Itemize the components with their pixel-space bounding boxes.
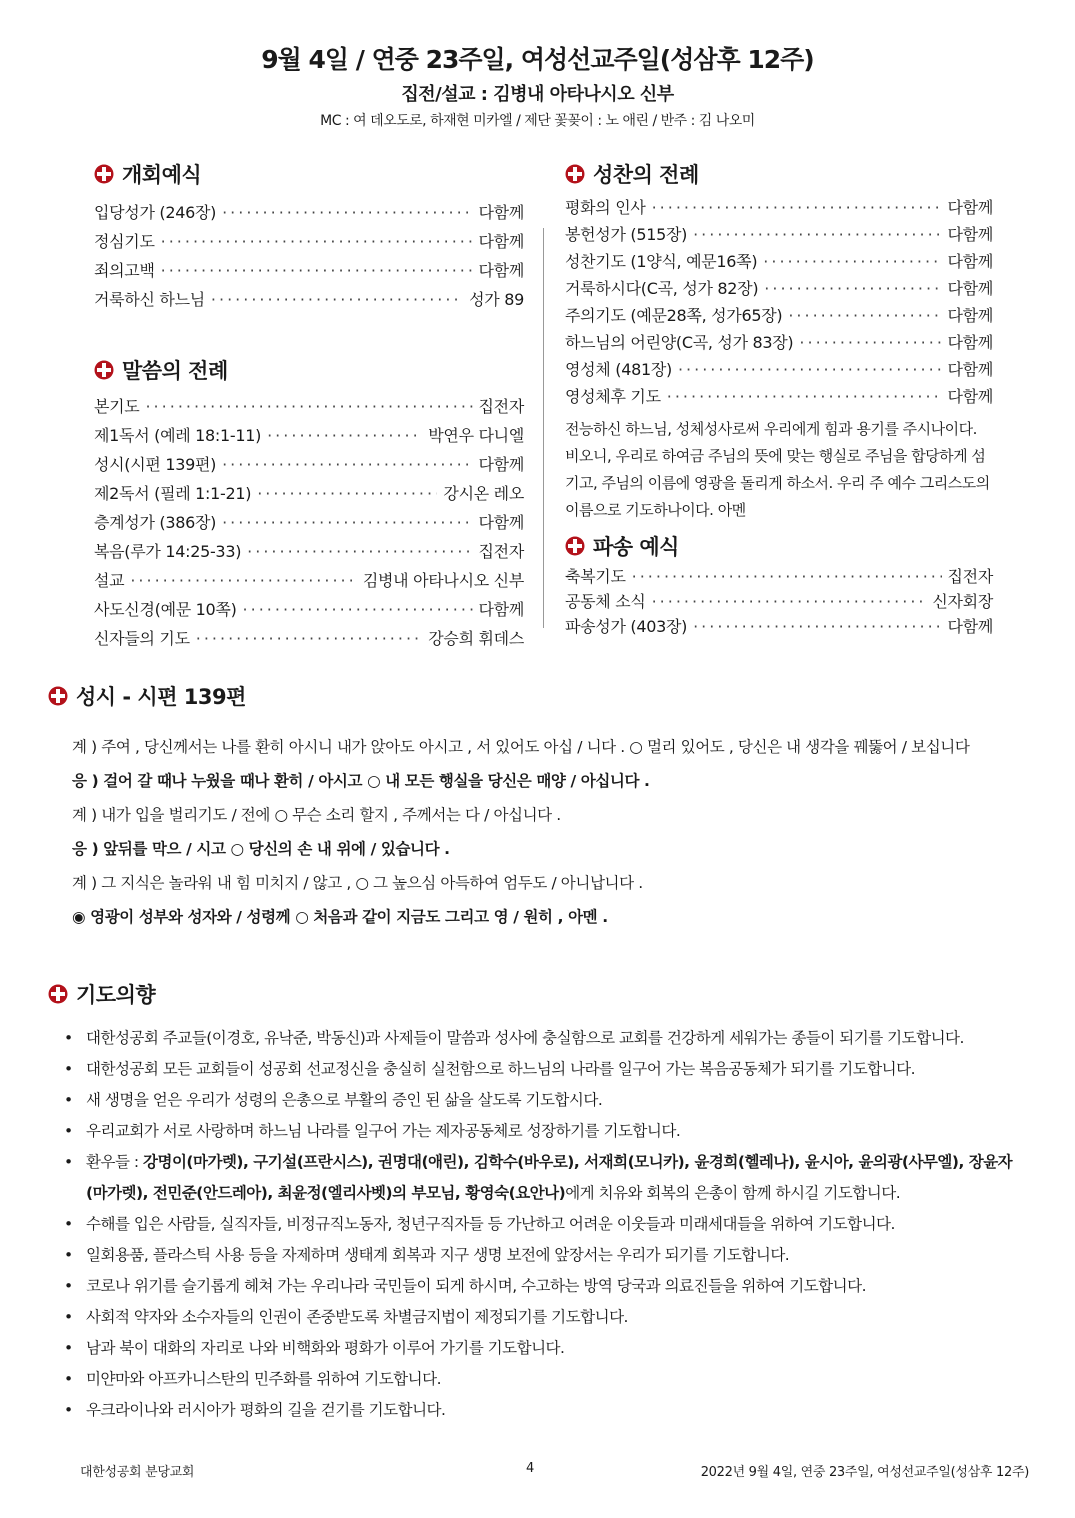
order-item: 본기도 ····· 집전자 xyxy=(94,392,524,421)
section-word-heading xyxy=(94,354,524,386)
list-item: • 코로나 위기를 슬기롭게 헤쳐 가는 우리나라 국민들이 되게 하시며, 수고하는 방역 당국과 의료진들을 위하여 기도합니다. xyxy=(62,1271,1022,1302)
order-item: 죄의고백 ····· 다함께 xyxy=(94,256,524,285)
page-header xyxy=(0,42,1075,132)
psalm-line: 계 ) 내가 입을 벌리기도 / 전에 ○ 무슨 소리 할지 , 주께서는 다 / 아십니다 . xyxy=(72,806,561,824)
order-item: 제1독서 (예레 18:1-11) ····· 박연우 다니엘 xyxy=(94,421,524,450)
cross-icon xyxy=(94,360,114,380)
sick-prefix: 환우들 : xyxy=(86,1153,143,1171)
section-psalm-heading xyxy=(48,680,246,712)
section-eucharist-heading xyxy=(565,158,993,190)
order-item: 입당성가 (246장) ····· 다함께 xyxy=(94,198,524,227)
psalm-text xyxy=(72,730,1032,934)
order-item: 신자들의 기도 ····· 강승희 휘데스 xyxy=(94,624,524,653)
order-item: 거룩하시다(C곡, 성가 82장) ····· 다함께 xyxy=(565,275,993,302)
right-column xyxy=(565,158,993,639)
order-item: 성시(시편 139편) ····· 다함께 xyxy=(94,450,524,479)
order-item: 평화의 인사 ····· 다함께 xyxy=(565,194,993,221)
section-title: 성찬의 전례 xyxy=(593,163,699,187)
cross-icon xyxy=(94,164,114,184)
order-item: 영성체 (481장) ····· 다함께 xyxy=(565,356,993,383)
section-dismissal-heading xyxy=(565,530,993,562)
dismissal-list xyxy=(565,564,993,639)
order-item: 거룩하신 하느님 ····· 성가 89 xyxy=(94,285,524,314)
list-item: • 대한성공회 주교들(이경호, 유낙준, 박동신)과 사제들이 말씀과 성사에 충실함으로 교회를 건강하게 세워가는 종들이 되기를 기도합니다. xyxy=(62,1023,1022,1054)
sick-names: 강명이(마가렛), 구기설(프란시스), 권명대(애린), 김학수(바우로), 서재희(모니카), 윤경희(헬레나), 윤시아, 윤의광(사무엘), 장윤자(마가렛), 전민준(안드레아), 최윤정(엘리사벳)의 부모님, 황영숙(요안나) xyxy=(86,1153,1013,1202)
opening-list xyxy=(94,198,524,314)
section-opening-heading xyxy=(94,158,524,190)
cross-icon xyxy=(48,686,68,706)
celebrant-line: 집전/설교 : 김병내 아타나시오 신부 xyxy=(401,84,674,105)
list-item: • 새 생명을 얻은 우리가 성령의 은총으로 부활의 증인 된 삶을 살도록 기도합시다. xyxy=(62,1085,1022,1116)
order-item: 제2독서 (필레 1:1-21) ····· 강시온 레오 xyxy=(94,479,524,508)
list-item: • 일회용품, 플라스틱 사용 등을 자제하며 생태계 회복과 지구 생명 보전에 앞장서는 우리가 되기를 기도합니다. xyxy=(62,1240,1022,1271)
section-title: 말씀의 전례 xyxy=(122,359,228,383)
order-item: 주의기도 (예문28쪽, 성가65장) ····· 다함께 xyxy=(565,302,993,329)
order-item: 하느님의 어린양(C곡, 성가 83장) ····· 다함께 xyxy=(565,329,993,356)
order-item: 봉헌성가 (515장) ····· 다함께 xyxy=(565,221,993,248)
section-intentions-heading xyxy=(48,978,155,1010)
section-title: 파송 예식 xyxy=(593,535,679,559)
list-item: • 대한성공회 모든 교회들이 성공회 선교정신을 충실히 실천함으로 하느님의 나라를 일구어 가는 복음공동체가 되기를 기도합니다. xyxy=(62,1054,1022,1085)
order-item: 층계성가 (386장) ····· 다함께 xyxy=(94,508,524,537)
order-item: 정심기도 ····· 다함께 xyxy=(94,227,524,256)
section-title: 성시 - 시편 139편 xyxy=(76,685,246,709)
word-list xyxy=(94,392,524,653)
intentions-list xyxy=(62,1023,1022,1426)
list-item: • 사회적 약자와 소수자들의 인권이 존중받도록 차별금지법이 제정되기를 기도합니다. xyxy=(62,1302,1022,1333)
order-item: 공동체 소식 ····· 신자회장 xyxy=(565,589,993,614)
sick-suffix: 에게 치유와 회복의 은총이 함께 하시길 기도합니다. xyxy=(565,1184,901,1202)
list-item: • 우리교회가 서로 사랑하며 하느님 나라를 일구어 가는 제자공동체로 성장하기를 기도합니다. xyxy=(62,1116,1022,1147)
post-communion-prayer: 전능하신 하느님, 성체성사로써 우리에게 힘과 용기를 주시나이다. 비오니, 우리로 하여금 주님의 뜻에 맞는 행실로 주님을 합당하게 섬기고, 주님의 이름에 영광을 돌리게 하소서. 우리 주 예수 그리스도의 이름으로 기도하나이다. 아멘 xyxy=(565,420,990,519)
list-item: • 남과 북이 대화의 자리로 나와 비핵화와 평화가 이루어 가기를 기도합니다. xyxy=(62,1333,1022,1364)
column-divider xyxy=(543,228,544,628)
order-item: 영성체후 기도 ····· 다함께 xyxy=(565,383,993,410)
psalm-line: 응 ) 걸어 갈 때나 누웠을 때나 환히 / 아시고 ○ 내 모든 행실을 당신은 매양 / 아십니다 . xyxy=(72,772,650,790)
eucharist-list xyxy=(565,194,993,410)
list-item: • 우크라이나와 러시아가 평화의 길을 걷기를 기도합니다. xyxy=(62,1395,1022,1426)
order-item: 축복기도 ····· 집전자 xyxy=(565,564,993,589)
cross-icon xyxy=(565,164,585,184)
sick-list-item xyxy=(62,1147,1022,1209)
cross-icon xyxy=(565,536,585,556)
psalm-line: 계 ) 주여 , 당신께서는 나를 환히 아시니 내가 앉아도 아시고 , 서 있어도 아십 / 니다 . ○ 멀리 있어도 , 당신은 내 생각을 꿰뚫어 / 보십니다 xyxy=(72,738,970,756)
section-title: 개회예식 xyxy=(122,163,202,187)
section-title: 기도의향 xyxy=(76,983,156,1007)
ministers-line: MC : 여 데오도로, 하재현 미카엘 / 제단 꽃꽂이 : 노 애린 / 반주 : 김 나오미 xyxy=(320,113,755,129)
cross-icon xyxy=(48,984,68,1004)
order-item: 파송성가 (403장) ····· 다함께 xyxy=(565,614,993,639)
order-item: 사도신경(예문 10쪽) ····· 다함께 xyxy=(94,595,524,624)
footer-church: 대한성공회 분당교회 xyxy=(80,1465,195,1480)
page-number: 4 xyxy=(526,1461,534,1476)
page-title: 9월 4일 / 연중 23주일, 여성선교주일(성삼후 12주) xyxy=(261,45,814,74)
order-item: 복음(루가 14:25-33) ····· 집전자 xyxy=(94,537,524,566)
list-item: • 수해를 입은 사람들, 실직자들, 비정규직노동자, 청년구직자들 등 가난하고 어려운 이웃들과 미래세대들을 위하여 기도합니다. xyxy=(62,1209,1022,1240)
order-item: 성찬기도 (1양식, 예문16쪽) ····· 다함께 xyxy=(565,248,993,275)
footer-date: 2022년 9월 4일, 연중 23주일, 여성선교주일(성삼후 12주) xyxy=(700,1465,1029,1480)
left-column xyxy=(94,158,524,653)
order-item: 설교 ····· 김병내 아타나시오 신부 xyxy=(94,566,524,595)
psalm-line: 응 ) 앞뒤를 막으 / 시고 ○ 당신의 손 내 위에 / 있습니다 . xyxy=(72,840,450,858)
list-item: • 미얀마와 아프카니스탄의 민주화를 위하여 기도합니다. xyxy=(62,1364,1022,1395)
psalm-line: 계 ) 그 지식은 놀라워 내 힘 미치지 / 않고 , ○ 그 높으심 아득하여 엄두도 / 아니납니다 . xyxy=(72,874,643,892)
psalm-line: ◉ 영광이 성부와 성자와 / 성령께 ○ 처음과 같이 지금도 그리고 영 / 원히 , 아멘 . xyxy=(72,908,608,926)
